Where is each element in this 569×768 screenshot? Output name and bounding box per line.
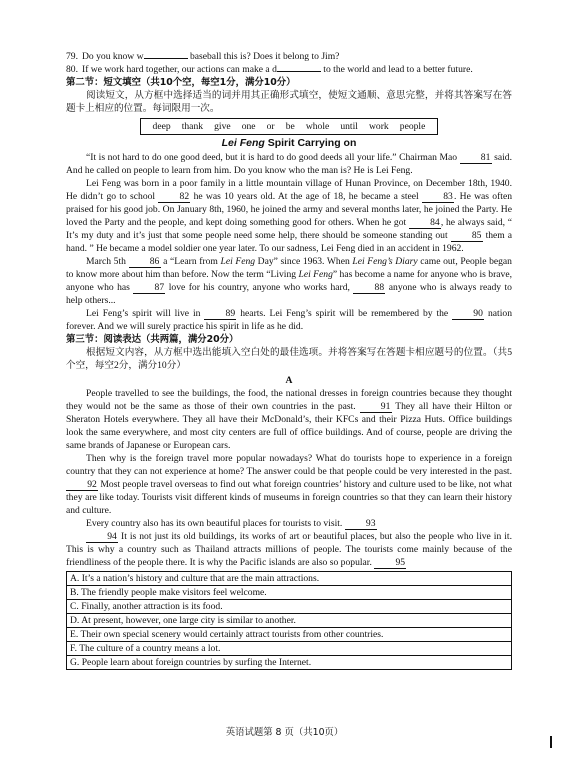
word-bank-item: one <box>241 121 256 132</box>
option-c: C. Finally, another attraction is its food. <box>67 600 511 614</box>
question-number: 79. <box>66 51 78 62</box>
question-80: 80. If we work hard together, our actions can make a d to the world and lead to a better future. <box>66 64 473 75</box>
answer-blank-94[interactable]: 94 <box>86 531 118 543</box>
passage-paragraph: 94 It is not just its old buildings, its works of art or beautiful places, but also the people who live in it. This is why a country such as Thailand attracts millions of people. The tourists come mainly because of the friendliness of the people there. It is why the Pacific islands are also so popular. 95 <box>66 531 512 568</box>
section-3-header: 第三节：阅读表达（共两篇，满分20分） <box>66 334 239 345</box>
passage-paragraph: Lei Feng’s spirit will live in 89 hearts. Lei Feng’s spirit will be remembered by the 90 nation forever. And we will surely practice his spirit in life as he did. <box>66 308 512 332</box>
word-bank-item: give <box>214 121 231 132</box>
answer-blank-90[interactable]: 90 <box>452 308 484 320</box>
option-b: B. The friendly people make visitors feel welcome. <box>67 586 511 600</box>
page-content <box>66 50 512 670</box>
answer-blank-89[interactable]: 89 <box>204 308 236 320</box>
word-bank-item: until <box>340 121 358 132</box>
word-bank-item: deep <box>152 121 171 132</box>
answer-blank-88[interactable]: 88 <box>353 282 385 294</box>
page-footer: 英语试题第 8 页（共10页） <box>225 727 344 738</box>
passage-paragraph: Lei Feng was born in a poor family in a little mountain village of Hunan Province, on December 18th, 1940. He didn’t go to school 82 he was 10 years old. At the age of 18, he became a steel 83. He was often praised for his good job. On January 8th, 1960, he joined the army and several months later, he joined the Party. He loved the Party and the people, and kept doing something good for others. When he got 84, he always said, “ It’s my duty and it’s just that some people need some help, there should be someone standing out 85 them a hand. ” He became a model soldier one year later. To our sadness, Lei Feng died in an accident in 1962. <box>66 178 512 254</box>
answer-blank-85[interactable]: 85 <box>451 230 483 242</box>
option-g: G. People learn about foreign countries by surfing the Internet. <box>70 657 312 668</box>
section-3-instructions: 根据短文内容，从方框中选出能填入空白处的最佳选项。并将答案写在答题卡相应题号的位置。（共5个空，每空2分，满分10分） <box>66 347 512 371</box>
answer-blank-83[interactable]: 83 <box>422 191 454 203</box>
section-2-header: 第二节：短文填空（共10个空，每空1分，满分10分） <box>66 77 296 88</box>
answer-blank-86[interactable]: 86 <box>129 256 161 268</box>
answer-blank-91[interactable]: 91 <box>360 401 392 413</box>
word-bank-item: people <box>399 121 426 132</box>
option-a: A. It’s a nation’s history and culture that are the main attractions. <box>67 572 511 586</box>
option-f: F. The culture of a country means a lot. <box>67 642 511 656</box>
passage-paragraph: People travelled to see the buildings, the food, the national dresses in foreign countries because they thought they would not be the same as those of their own countries in the past. 91 They all have their Hilton or Sheraton Hotels everywhere. They all have their McDonald’s, their KFCs and their Pizza Huts. Office buildings look the same everywhere, and most city centers are full of office buildings. And of course, people are driving the same brands of Japanese or European cars. <box>66 388 512 451</box>
word-bank-item: whole <box>305 121 330 132</box>
answer-blank-87[interactable]: 87 <box>133 282 165 294</box>
part-label: A <box>285 375 293 386</box>
answer-blank-92[interactable]: 92 <box>66 479 98 491</box>
word-bank-item: be <box>285 121 295 132</box>
word-bank-item: work <box>368 121 389 132</box>
answer-blank-93[interactable]: 93 <box>345 518 377 530</box>
answer-blank-82[interactable]: 82 <box>158 191 190 203</box>
passage-paragraph: March 5th 86 a “Learn from Lei Feng Day” since 1963. When Lei Feng’s Diary came out, People began to know more about him than before. Now the term “Living Lei Feng” has become a name for anyone who is brave, anyone who has 87 love for his country, anyone who works hard, 88 anyone who is always ready to help others... <box>66 256 513 306</box>
question-79: 79. Do you know w baseball this is? Does it belong to Jim? <box>66 51 340 62</box>
section-2-instructions: 阅读短文，从方框中选择适当的词并用其正确形式填空，使短文通顺、意思完整，并将其答案写在答题卡上相应的位置。每词限用一次。 <box>66 90 512 114</box>
answer-blank[interactable] <box>277 71 321 72</box>
word-bank-item: or <box>266 121 275 132</box>
answer-blank[interactable] <box>144 58 188 59</box>
option-d: D. At present, however, one large city is similar to another. <box>67 614 511 628</box>
answer-blank-84[interactable]: 84 <box>409 217 441 229</box>
word-bank-item: thank <box>181 121 204 132</box>
answer-blank-95[interactable]: 95 <box>374 557 406 569</box>
answer-blank-81[interactable]: 81 <box>460 152 492 164</box>
options-box <box>66 571 512 670</box>
option-e: E. Their own special scenery would certainly attract tourists from other countries. <box>67 628 511 642</box>
question-number: 80. <box>66 64 78 75</box>
word-bank <box>140 118 438 135</box>
passage-paragraph: “It is not hard to do one good deed, but it is hard to do good deeds all your life.” Chairman Mao 81 said. And he called on people to learn from him. Do you know who the man is? He is Lei Feng. <box>66 152 512 176</box>
passage-paragraph: Then why is the foreign travel more popular nowadays? What do tourists hope to experience in a foreign country that they can not experience at home? The answer could be that people could be very interested in the past. 92 Most people travel overseas to find out what foreign countries’ history and culture used to be like, not what they are like today. Tourists visit different kinds of museums in foreign countries so that they can learn their history and culture. <box>66 453 512 516</box>
passage-paragraph: Every country also has its own beautiful places for tourists to visit. 93 <box>86 518 376 529</box>
margin-mark <box>550 736 552 748</box>
passage-title: Lei Feng Spirit Carrying on <box>221 137 357 149</box>
